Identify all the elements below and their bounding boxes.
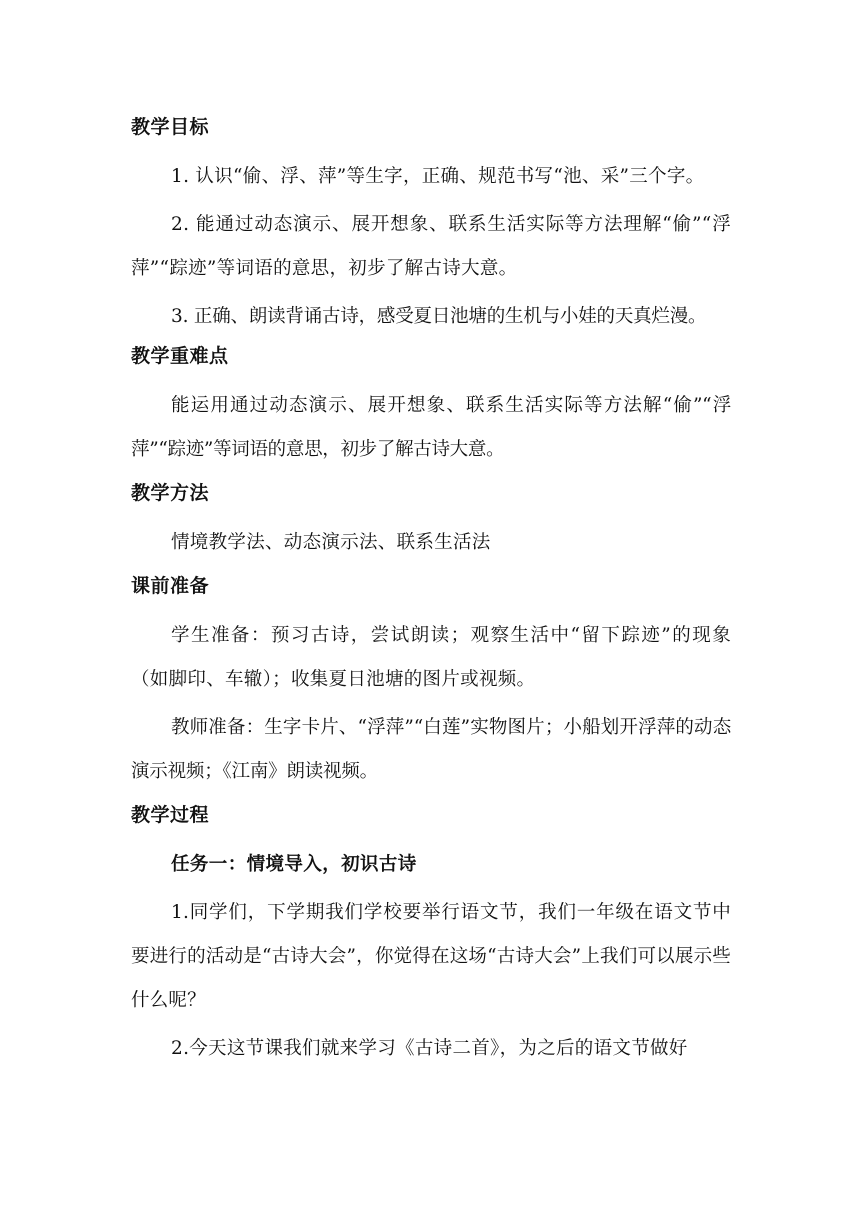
task-1-title: 任务一：情境导入，初识古诗 [171,854,417,875]
teacher-preparation: 教师准备：生字卡片、“浮萍”“白莲”实物图片；小船划开浮萍的动态演示视频；《江南》朗读视频。 [131,717,731,782]
methods-heading: 教学方法 [131,482,210,504]
goals-heading: 教学目标 [131,116,210,138]
student-preparation: 学生准备：预习古诗，尝试朗读；观察生活中“留下踪迹”的现象（如脚印、车辙）；收集夏日池塘的图片或视频。 [131,625,731,690]
methods-text: 情境教学法、动态演示法、联系生活法 [171,532,491,553]
goal-item-2: 2. 能通过动态演示、展开想象、联系生活实际等方法理解“偷”“浮萍”“踪迹”等词语的意思，初步了解古诗大意。 [131,214,731,279]
process-step-2: 2.今天这节课我们就来学习《古诗二首》，为之后的语文节做好 [171,1038,688,1059]
goal-item-1: 1. 认识“偷、浮、萍”等生字，正确、规范书写“池、采”三个字。 [171,166,705,187]
process-step-1: 1.同学们，下学期我们学校要举行语文节，我们一年级在语文节中要进行的活动是“古诗大会”，你觉得在这场“古诗大会”上我们可以展示些什么呢？ [131,902,731,1011]
preparation-heading: 课前准备 [131,575,210,597]
process-heading: 教学过程 [131,804,210,826]
lesson-plan-body [131,110,731,1071]
goal-item-3: 3. 正确、朗读背诵古诗，感受夏日池塘的生机与小娃的天真烂漫。 [171,306,707,327]
key-points-heading: 教学重难点 [131,345,229,367]
key-points-text: 能运用通过动态演示、展开想象、联系生活实际等方法解“偷”“浮萍”“踪迹”等词语的意思，初步了解古诗大意。 [131,395,731,460]
